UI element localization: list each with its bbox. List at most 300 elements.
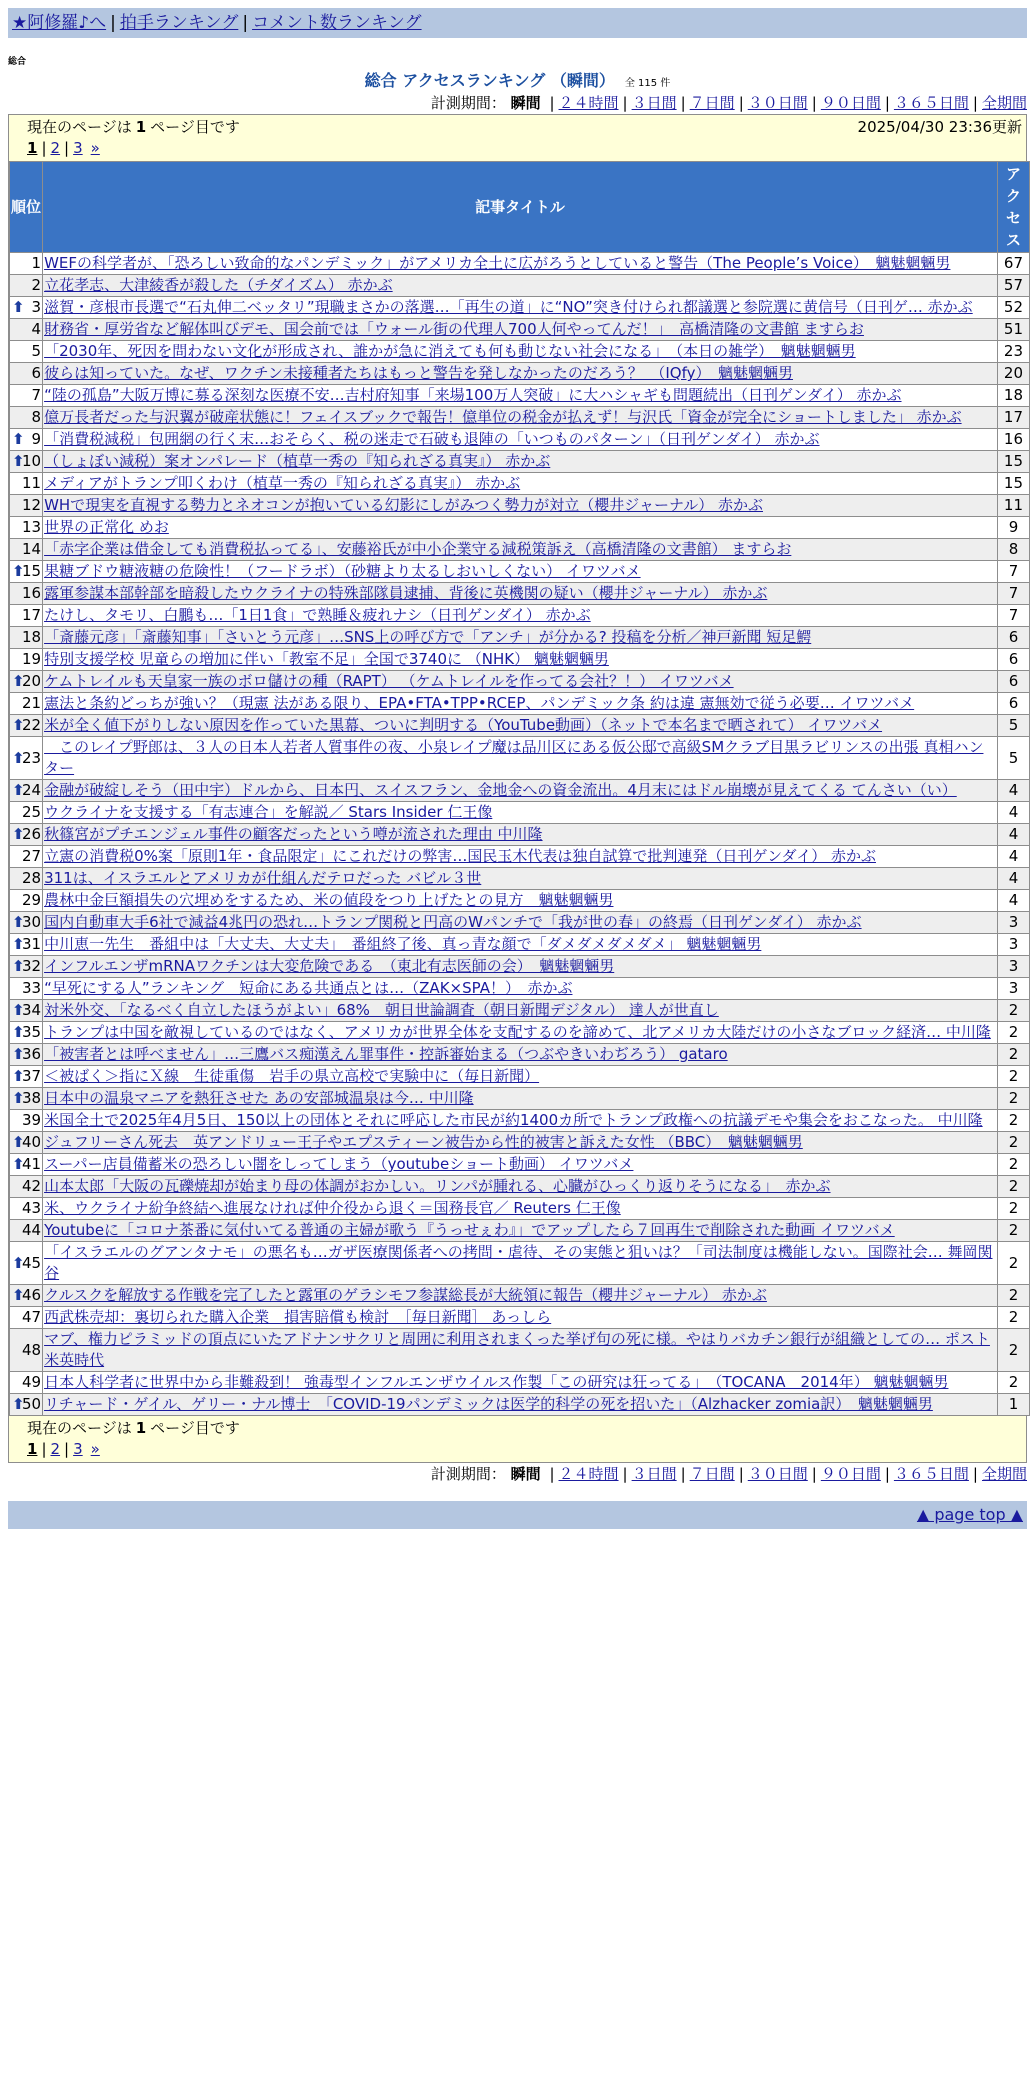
- period-separator: |: [811, 1465, 817, 1483]
- title-cell: [43, 1307, 997, 1328]
- article-title-link[interactable]: 「2030年、死因を問わない文化が形成され、誰かが急に消えても何も動じない社会になる」 （本日の雑学） 魑魅魍魎男: [44, 342, 856, 360]
- title-cell: [43, 1329, 997, 1371]
- table-row: [10, 737, 1029, 779]
- title-cell: [43, 407, 997, 428]
- table-row: [10, 407, 1029, 428]
- table-row: [10, 715, 1029, 736]
- article-title-link[interactable]: 「消費税減税」包囲網の行く末…おそらく、税の迷走で石破も退陣の「いつものパターン」（日刊ゲンダイ） 赤かぶ: [44, 430, 820, 448]
- title-cell: [43, 297, 997, 318]
- rank-cell: [10, 253, 42, 274]
- rank-cell: [10, 671, 42, 692]
- title-cell: [43, 1154, 997, 1175]
- pager-separator: |: [64, 139, 70, 157]
- rank-cell: [10, 934, 42, 955]
- title-cell: [43, 649, 997, 670]
- article-title-link[interactable]: トランプは中国を敵視しているのではなく、アメリカが世界全体を支配するのを諦めて、北アメリカ大陸だけの小さなブロック経済… 中川隆: [44, 1023, 991, 1041]
- title-cell: [43, 605, 997, 626]
- access-count: 2: [998, 1132, 1029, 1153]
- article-title-link[interactable]: 財務省・厚労省など解体叫びデモ、国会前では「ウォール街の代理人700人何やってんだ！」 高橋清隆の文書館 ますらお: [44, 320, 864, 338]
- title-cell: [43, 253, 997, 274]
- rank-number: 3: [31, 298, 42, 316]
- rank-number: 20: [21, 672, 42, 690]
- period-separator: |: [884, 1465, 890, 1483]
- page-suffix: ページ目です: [150, 1419, 240, 1437]
- title-cell: [43, 363, 997, 384]
- rank-cell: [10, 495, 42, 516]
- home-link[interactable]: ★阿修羅♪へ: [12, 13, 107, 33]
- rank-cell: [10, 1394, 42, 1415]
- table-row: [10, 1066, 1029, 1087]
- access-count: 2: [998, 1220, 1029, 1241]
- rank-cell: [10, 1044, 42, 1065]
- nav-separator: |: [110, 13, 116, 33]
- article-title-link[interactable]: 特別支援学校 児童らの増加に伴い「教室不足」全国で3740に （NHK） 魑魅魍魎男: [44, 650, 609, 668]
- rank-number: 43: [21, 1199, 42, 1217]
- period-links: [545, 1465, 1027, 1483]
- rank-up-arrow-icon: ⬆: [12, 1001, 25, 1019]
- rank-up-arrow-icon: ⬆: [12, 1133, 25, 1151]
- pager-separator: |: [41, 139, 47, 157]
- title-cell: [43, 1372, 997, 1393]
- article-title-link[interactable]: 立憲の消費税0%案「原則1年・食品限定」にこれだけの弊害…国民玉木代表は独自試算で批判連発（日刊ゲンダイ） 赤かぶ: [44, 847, 876, 865]
- article-title-link[interactable]: 世界の正常化 めお: [44, 518, 169, 536]
- article-title-link[interactable]: 「赤字企業は借金しても消費税払ってる」、安藤裕氏が中小企業守る減税策訴え（高橋清隆の文書館） ますらお: [44, 540, 792, 558]
- table-row: [10, 1198, 1029, 1219]
- title-cell: [43, 341, 997, 362]
- period-separator: |: [972, 94, 978, 112]
- title-cell: [43, 583, 997, 604]
- pager-separator: |: [64, 1440, 70, 1458]
- title-cell: [43, 978, 997, 999]
- table-row: [10, 802, 1029, 823]
- access-count: 6: [998, 627, 1029, 648]
- pager-link-3[interactable]: 3: [73, 139, 83, 157]
- period-option-link[interactable]: ３６５日間: [893, 94, 969, 112]
- page-info: [9, 115, 1026, 137]
- period-option-link[interactable]: 全期間: [981, 94, 1027, 112]
- title-cell: [43, 1285, 997, 1306]
- rank-up-arrow-icon: ⬆: [12, 1067, 25, 1085]
- access-count: 4: [998, 846, 1029, 867]
- rank-number: 34: [21, 1001, 42, 1019]
- period-separator: |: [811, 94, 817, 112]
- title-cell: [43, 1000, 997, 1021]
- pagination-bottom: [9, 1438, 1026, 1462]
- access-count: 23: [998, 341, 1029, 362]
- pager-current-number: 1: [27, 1440, 38, 1458]
- period-option-link[interactable]: ７日間: [689, 94, 735, 112]
- rank-cell: [10, 649, 42, 670]
- period-option-link[interactable]: ３日間: [631, 1465, 677, 1483]
- period-option-link[interactable]: ３日間: [631, 94, 677, 112]
- rank-cell: [10, 341, 42, 362]
- access-count: 15: [998, 473, 1029, 494]
- article-title-link[interactable]: “早死にする人”ランキング 短命にある共通点とは…（ZAK×SPA！） 赤かぶ: [44, 979, 573, 997]
- table-row: [10, 297, 1029, 318]
- period-label: 計測期間：: [430, 94, 506, 112]
- access-count: 2: [998, 1044, 1029, 1065]
- rank-cell: [10, 715, 42, 736]
- article-title-link[interactable]: WEFの科学者が、「恐ろしい致命的なパンデミック」がアメリカ全土に広がろうとしていると警告（The People’s Voice） 魑魅魍魎男: [44, 254, 951, 272]
- title-cell: [43, 890, 997, 911]
- top-nav-bar: [8, 8, 1027, 38]
- comment-ranking-link[interactable]: コメント数ランキング: [252, 13, 422, 33]
- rank-up-arrow-icon: ⬆: [12, 825, 25, 843]
- rank-up-arrow-icon: ⬆: [12, 1155, 25, 1173]
- rank-number: 29: [21, 891, 42, 909]
- nav-separator: |: [242, 13, 249, 33]
- table-row: [10, 517, 1029, 538]
- rank-up-arrow-icon: ⬆: [12, 452, 25, 470]
- rank-number: 7: [31, 386, 42, 404]
- pager-current: [27, 1440, 37, 1458]
- rank-number: 36: [21, 1045, 42, 1063]
- period-separator: |: [680, 94, 686, 112]
- table-row: [10, 824, 1029, 845]
- access-count: 20: [998, 363, 1029, 384]
- title-cell: [43, 824, 997, 845]
- rank-number: 28: [21, 869, 42, 887]
- period-option-link[interactable]: ２４時間: [558, 94, 619, 112]
- article-title-link[interactable]: 憲法と条約どっちが強い？（現憲 法がある限り、EPA•FTA•TPP•RCEP、パンデミック条 約は違 憲無効で従う必要… イワツバメ: [44, 694, 915, 712]
- title-cell: [43, 802, 997, 823]
- article-title-link[interactable]: リチャード・ゲイル、ゲリー・ナル博士 「COVID-19パンデミックは医学的科学の死を招いた」（Alzhacker zomia訳） 魑魅魍魎男: [44, 1395, 933, 1413]
- access-count: 5: [998, 715, 1029, 736]
- access-count: 18: [998, 385, 1029, 406]
- period-label: 計測期間：: [430, 1465, 506, 1483]
- title-cell: [43, 627, 997, 648]
- rank-number: 27: [21, 847, 42, 865]
- col-header-access: アクセス: [998, 162, 1029, 252]
- period-option-link[interactable]: 全期間: [981, 1465, 1027, 1483]
- title-cell: [43, 1394, 997, 1415]
- access-count: 2: [998, 1154, 1029, 1175]
- page-suffix: ページ目です: [150, 118, 240, 136]
- rank-up-arrow-icon: ⬆: [12, 781, 25, 799]
- table-row: [10, 934, 1029, 955]
- period-separator: |: [622, 94, 628, 112]
- article-title-link[interactable]: ウクライナを支援する「有志連合」を解説／ Stars Insider 仁王像: [44, 803, 493, 821]
- article-title-link[interactable]: 「被害者とは呼べません」…三鷹バス痴漢えん罪事件・控訴審始まる（つぶやきいわぢろう） gataro: [44, 1045, 728, 1063]
- period-option-link[interactable]: ９０日間: [820, 94, 881, 112]
- rank-cell: [10, 693, 42, 714]
- rank-number: 10: [21, 452, 42, 470]
- article-title-link[interactable]: クルスクを解放する作戦を完了したと露軍のゲラシモフ参謀総長が大統領に報告（櫻井ジャーナル） 赤かぶ: [44, 1286, 767, 1304]
- title-cell: [43, 473, 997, 494]
- rank-cell: [10, 1285, 42, 1306]
- rank-number: 19: [21, 650, 42, 668]
- access-count: 2: [998, 1176, 1029, 1197]
- access-count: 3: [998, 912, 1029, 933]
- rank-up-arrow-icon: ⬆: [12, 672, 25, 690]
- article-title-link[interactable]: ケムトレイルも天皇家一族のボロ儲けの種（RAPT） （ケムトレイルを作ってる会社？！） イワツバメ: [44, 672, 734, 690]
- period-option-link[interactable]: ３０日間: [747, 94, 808, 112]
- rank-number: 6: [31, 364, 42, 382]
- rank-cell: [10, 802, 42, 823]
- article-title-link[interactable]: 西武株売却：裏切られた購入企業 損害賠償も検討 ［毎日新聞］ あっしら: [44, 1308, 552, 1326]
- rank-number: 38: [21, 1089, 42, 1107]
- access-count: 3: [998, 978, 1029, 999]
- page-info-bottom: [9, 1416, 1026, 1438]
- applause-ranking-link[interactable]: 拍手ランキング: [119, 13, 239, 33]
- rank-number: 1: [31, 254, 42, 272]
- rank-number: 2: [31, 276, 42, 294]
- rank-number: 39: [21, 1111, 42, 1129]
- article-title-link[interactable]: 滋賀・彦根市長選で“石丸伸二ベッタリ”現職まさかの落選…「再生の道」に“NO”突き付けられ都議選と参院選に黄信号（日刊ゲ… 赤かぶ: [44, 298, 973, 316]
- page-prefix: 現在のページは: [27, 1419, 132, 1437]
- rank-cell: [10, 297, 42, 318]
- rank-number: 4: [31, 320, 42, 338]
- rank-cell: [10, 890, 42, 911]
- article-title-link[interactable]: 日本中の温泉マニアを熱狂させた あの安部城温泉は今… 中川隆: [44, 1089, 474, 1107]
- pager-next-link[interactable]: »: [90, 1440, 100, 1458]
- article-title-link[interactable]: ジュフリーさん死去 英アンドリュー王子やエプスティーン被告から性的被害と訴えた女性 （BBC） 魑魅魍魎男: [44, 1133, 803, 1151]
- rank-up-arrow-icon: ⬆: [12, 1253, 25, 1272]
- article-title-link[interactable]: 山本太郎「大阪の瓦礫焼却が始まり母の体調がおかしい。リンパが腫れる、心臓がひっくり返りそうになる」 赤かぶ: [44, 1177, 831, 1195]
- access-count: 4: [998, 780, 1029, 801]
- table-row: [10, 956, 1029, 977]
- article-title-link[interactable]: ＜被ばく＞指にＸ線 生徒重傷 岩手の県立高校で実験中に（毎日新聞）: [44, 1067, 540, 1085]
- rank-cell: [10, 583, 42, 604]
- title-cell: [43, 1110, 997, 1131]
- rank-up-arrow-icon: ⬆: [12, 935, 25, 953]
- access-count: 67: [998, 253, 1029, 274]
- table-row: [10, 363, 1029, 384]
- table-row: [10, 1220, 1029, 1241]
- rank-number: 42: [21, 1177, 42, 1195]
- article-title-link[interactable]: 金融が破綻しそう（田中宇）ドルから、日本円、スイスフラン、金地金への資金流出。4月末にはドル崩壊が見えてくる てんさい（い）: [44, 781, 957, 799]
- rank-number: 32: [21, 957, 42, 975]
- period-links: [545, 94, 1027, 112]
- article-title-link[interactable]: 露軍参謀本部幹部を暗殺したウクライナの特殊部隊員逮捕、背後に英機関の疑い（櫻井ジャーナル） 赤かぶ: [44, 584, 768, 602]
- rank-cell: [10, 627, 42, 648]
- access-count: 2: [998, 1066, 1029, 1087]
- rank-cell: [10, 956, 42, 977]
- article-title-link[interactable]: WHで現実を直視する勢力とネオコンが抱いている幻影にしがみつく勢力が対立（櫻井ジャーナル） 赤かぶ: [44, 496, 763, 514]
- access-count: 4: [998, 802, 1029, 823]
- access-count: 9: [998, 517, 1029, 538]
- update-timestamp: 2025/04/30 23:36更新: [857, 118, 1022, 136]
- ranking-box: [8, 114, 1027, 1463]
- access-count: 51: [998, 319, 1029, 340]
- rank-cell: [10, 1242, 42, 1284]
- article-title-link[interactable]: 彼らは知っていた。なぜ、ワクチン未接種者たちはもっと警告を発しなかったのだろう？ （IQfy） 魑魅魍魎男: [44, 364, 793, 382]
- rank-up-arrow-icon: ⬆: [12, 957, 25, 975]
- table-row: [10, 583, 1029, 604]
- article-title-link[interactable]: 中川恵一先生 番組中は「大丈夫、大丈夫」 番組終了後、真っ青な顔で「ダメダメダメダメ」 魑魅魍魎男: [44, 935, 762, 953]
- period-separator: |: [738, 94, 744, 112]
- title-cell: [43, 539, 997, 560]
- access-count: 15: [998, 451, 1029, 472]
- pager-current-number: 1: [27, 139, 38, 157]
- rank-number: 11: [21, 474, 42, 492]
- pager-link-2[interactable]: 2: [50, 1440, 61, 1458]
- table-row: [10, 539, 1029, 560]
- access-count: 11: [998, 495, 1029, 516]
- pager-next-link[interactable]: »: [90, 139, 100, 157]
- period-separator: |: [884, 94, 890, 112]
- rank-number: 45: [21, 1253, 42, 1272]
- title-cell: [43, 275, 997, 296]
- rank-cell: [10, 1066, 42, 1087]
- rank-cell: [10, 1307, 42, 1328]
- pagination: [9, 137, 1026, 161]
- rank-up-arrow-icon: ⬆: [12, 1023, 25, 1041]
- article-title-link[interactable]: 米が全く値下がりしない原因を作っていた黒幕、ついに判明する（YouTube動画）（ネットで本名まで晒されて） イワツバメ: [44, 716, 883, 734]
- category-label: 総合: [8, 57, 27, 67]
- rank-number: 46: [21, 1286, 42, 1304]
- article-title-link[interactable]: インフルエンザmRNAワクチンは大変危険である （東北有志医師の会） 魑魅魍魎男: [44, 957, 615, 975]
- title-cell: [43, 517, 997, 538]
- rank-up-arrow-icon: ⬆: [12, 1395, 25, 1413]
- title-cell: [43, 737, 997, 779]
- article-title-link[interactable]: 秋篠宮がプチエンジェル事件の顧客だったという噂が流された理由 中川隆: [44, 825, 543, 843]
- table-row: [10, 1000, 1029, 1021]
- title-cell: [43, 1132, 997, 1153]
- pager-current: [27, 139, 37, 157]
- access-count: 3: [998, 956, 1029, 977]
- rank-up-arrow-icon: ⬆: [12, 1286, 25, 1304]
- table-row: [10, 319, 1029, 340]
- rank-cell: [10, 1154, 42, 1175]
- table-row: [10, 671, 1029, 692]
- period-option-link[interactable]: ３６５日間: [893, 1465, 969, 1483]
- pager-link-3[interactable]: 3: [73, 1440, 83, 1458]
- article-title-link[interactable]: たけし、タモリ、白鵬も…「1日1食」で熟睡＆疲れナシ（日刊ゲンダイ） 赤かぶ: [44, 606, 591, 624]
- article-title-link[interactable]: 「イスラエルのグアンタナモ」の悪名も…ガザ医療関係者への拷問・虐待、その実態と狙いは？「司法制度は機能しない。国際社会… 舞岡関谷: [44, 1243, 993, 1282]
- rank-cell: [10, 1022, 42, 1043]
- access-count: 2: [998, 1088, 1029, 1109]
- article-title-link[interactable]: Youtubeに「コロナ茶番に気付いてる普通の主婦が歌う『うっせぇわ』」でアップしたら７回再生で削除された動画 イワツバメ: [44, 1221, 895, 1239]
- access-count: 6: [998, 693, 1029, 714]
- title-cell: [43, 1198, 997, 1219]
- table-row: [10, 1372, 1029, 1393]
- article-title-link[interactable]: （しょぼい減税）案オンパレード（植草一秀の『知られざる真実』） 赤かぶ: [44, 452, 551, 470]
- period-selector-bottom: [8, 1463, 1027, 1485]
- article-title-link[interactable]: メディアがトランプ叩くわけ（植草一秀の『知られざる真実』） 赤かぶ: [44, 474, 521, 492]
- period-separator: |: [622, 1465, 628, 1483]
- title-cell: [43, 934, 997, 955]
- access-count: 2: [998, 1307, 1029, 1328]
- article-title-link[interactable]: 日本人科学者に世界中から非難殺到！ 強毒型インフルエンザウイルス作製「この研究は狂ってる」 （TOCANA 2014年） 魑魅魍魎男: [44, 1373, 949, 1391]
- access-count: 4: [998, 890, 1029, 911]
- table-row: [10, 495, 1029, 516]
- article-title-link[interactable]: マブ、権力ピラミッドの頂点にいたアドナンサクリと周囲に利用されまくった挙げ句の死に様。やはりバカチン銀行が組織としての… ポスト米英時代: [44, 1330, 990, 1369]
- table-row: [10, 846, 1029, 867]
- period-selector: [8, 92, 1027, 114]
- page-indicator: [27, 1418, 240, 1438]
- article-title-link[interactable]: 国内自動車大手6社で減益4兆円の恐れ…トランプ関税と円高のWパンチで「我が世の春」の終焉（日刊ゲンダイ） 赤かぶ: [44, 913, 862, 931]
- rank-number: 9: [31, 430, 42, 448]
- period-separator: |: [972, 1465, 978, 1483]
- rank-number: 8: [31, 408, 42, 426]
- access-count: 7: [998, 605, 1029, 626]
- access-count: 2: [998, 1372, 1029, 1393]
- access-count: 4: [998, 824, 1029, 845]
- table-row: [10, 1394, 1029, 1415]
- table-row: [10, 1088, 1029, 1109]
- rank-number: 49: [21, 1373, 42, 1391]
- rank-number: 30: [21, 913, 42, 931]
- article-title-link[interactable]: 311は、イスラエルとアメリカが仕組んだテロだった バビル３世: [44, 869, 482, 887]
- rank-cell: [10, 275, 42, 296]
- article-title-link[interactable]: 億万長者だった与沢翼が破産状態に！フェイスブックで報告！億単位の税金が払えず！与沢氏「資金が完全にショートしました」 赤かぶ: [44, 408, 962, 426]
- period-option-link[interactable]: ３０日間: [747, 1465, 808, 1483]
- table-row: [10, 868, 1029, 889]
- article-title-link[interactable]: 立花孝志、大津綾香が殺した（チダイズム） 赤かぶ: [44, 276, 393, 294]
- title-cell: [43, 868, 997, 889]
- article-title-link[interactable]: 農林中金巨額損失の穴埋めをするため、米の値段をつり上げたとの見方 魑魅魍魎男: [44, 891, 614, 909]
- article-title-link[interactable]: 果糖ブドウ糖液糖の危険性！（フードラボ）（砂糖より太るしおいしくない） イワツバメ: [44, 562, 641, 580]
- rank-number: 15: [21, 562, 42, 580]
- rank-cell: [10, 407, 42, 428]
- pager-link-2[interactable]: 2: [50, 139, 61, 157]
- table-row: [10, 978, 1029, 999]
- rank-cell: [10, 1000, 42, 1021]
- rank-number: 24: [21, 781, 42, 799]
- article-title-link[interactable]: “陸の孤島”大阪万博に募る深刻な医療不安…吉村府知事「来場100万人突破」に大ハシャギも問題続出（日刊ゲンダイ） 赤かぶ: [44, 386, 902, 404]
- access-count: 7: [998, 561, 1029, 582]
- access-count: 16: [998, 429, 1029, 450]
- access-count: 52: [998, 297, 1029, 318]
- rank-number: 31: [21, 935, 42, 953]
- article-title-link[interactable]: このレイプ野郎は、３人の日本人若者人質事件の夜、小泉レイプ魔は品川区にある仮公邸で高級SMクラブ目黒ラビリンスの出張 真相ハンター: [44, 738, 984, 777]
- period-option-link[interactable]: ７日間: [689, 1465, 735, 1483]
- access-count: 57: [998, 275, 1029, 296]
- article-title-link[interactable]: 「斎藤元彦」「斎藤知事」「さいとう元彦」…SNS上の呼び方で「アンチ」が分かる? 投稿を分析／神戸新聞 短足鰐: [44, 628, 812, 646]
- rank-number: 50: [21, 1395, 42, 1413]
- rank-cell: [10, 605, 42, 626]
- period-current: 瞬間: [510, 94, 541, 112]
- ranking-heading: [8, 70, 1027, 92]
- access-count: 17: [998, 407, 1029, 428]
- rank-cell: [10, 846, 42, 867]
- rank-cell: [10, 824, 42, 845]
- table-row: [10, 1242, 1029, 1284]
- rank-cell: [10, 780, 42, 801]
- table-row: [10, 890, 1029, 911]
- rank-cell: [10, 1088, 42, 1109]
- rank-up-arrow-icon: ⬆: [12, 913, 25, 931]
- rank-number: 18: [21, 628, 42, 646]
- col-header-rank: 順位: [10, 162, 42, 252]
- article-title-link[interactable]: 米、ウクライナ紛争終結へ進展なければ仲介役から退く＝国務長官／ Reuters 仁王像: [44, 1199, 621, 1217]
- rank-number: 21: [21, 694, 42, 712]
- rank-cell: [10, 1176, 42, 1197]
- rank-up-arrow-icon: ⬆: [12, 1089, 25, 1107]
- rank-cell: [10, 1372, 42, 1393]
- table-row: [10, 693, 1029, 714]
- table-header-row: [10, 162, 1029, 252]
- access-count: 6: [998, 649, 1029, 670]
- rank-number: 16: [21, 584, 42, 602]
- article-title-link[interactable]: 対米外交、「なるべく自立したほうがよい」68% 朝日世論調査（朝日新聞デジタル） 達人が世直し: [44, 1001, 719, 1019]
- title-cell: [43, 1088, 997, 1109]
- period-option-link[interactable]: ９０日間: [820, 1465, 881, 1483]
- page-top-link[interactable]: ▲ page top ▲: [916, 1505, 1023, 1524]
- period-option-link[interactable]: ２４時間: [558, 1465, 619, 1483]
- table-row: [10, 1044, 1029, 1065]
- ranking-table: [9, 161, 1030, 1416]
- page-number: 1: [135, 1419, 147, 1437]
- article-title-link[interactable]: 米国全土で2025年4月5日、150以上の団体とそれに呼応した市民が約1400カ所でトランプ政権への抗議デモや集会をおこなった。 中川隆: [44, 1111, 983, 1129]
- table-row: [10, 1154, 1029, 1175]
- rank-number: 48: [21, 1340, 42, 1359]
- access-count: 2: [998, 1242, 1029, 1284]
- article-title-link[interactable]: スーパー店員備蓄米の恐ろしい闇をしってしまう（youtubeショート動画） イワツバメ: [44, 1155, 634, 1173]
- ranking-table-body: [10, 253, 1029, 1415]
- rank-cell: [10, 912, 42, 933]
